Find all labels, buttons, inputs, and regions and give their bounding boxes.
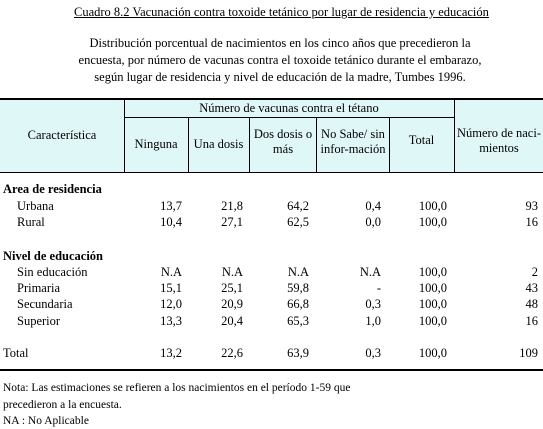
cell-no-sabe: - (376, 281, 381, 295)
cell-nacimientos: 109 (519, 346, 538, 360)
cell-dos-dosis: 59,8 (287, 281, 309, 295)
cell-no-sabe: 0,0 (365, 215, 381, 229)
table-bottom-rule (0, 369, 543, 371)
section-heading-residencia: Area de residencia (3, 182, 102, 196)
cell-dos-dosis: 62,5 (287, 215, 309, 229)
cell-no-sabe: 0,4 (365, 199, 381, 213)
header-col-ninguna: Ninguna (134, 137, 178, 151)
cell-una-dosis: 21,8 (221, 199, 243, 213)
cell-ninguna: 13,2 (160, 346, 182, 360)
header-group: Número de vacunas contra el tétano (199, 101, 379, 115)
cell-una-dosis: 27,1 (221, 215, 243, 229)
cell-no-sabe: 0,3 (365, 297, 381, 311)
row-label: Primaria (17, 281, 61, 295)
cell-total: 100,0 (418, 297, 447, 311)
cell-total: 100,0 (418, 314, 447, 328)
cell-una-dosis: 20,4 (221, 314, 243, 328)
group-rule (124, 117, 454, 118)
footnote: precedieron a la encuesta. (3, 399, 122, 411)
cell-total: 100,0 (418, 199, 447, 213)
header-col-una-dosis: Una dosis (193, 137, 244, 151)
subtitle-line: encuesta, por número de vacunas contra el toxoide tetánico durante el embarazo, (78, 53, 482, 67)
cell-dos-dosis: N.A (287, 265, 309, 279)
cell-ninguna: 13,7 (160, 199, 182, 213)
row-label: Total (3, 346, 29, 360)
header-bottom-rule (0, 172, 543, 173)
cell-no-sabe: N.A (359, 265, 381, 279)
cell-nacimientos: 2 (531, 265, 538, 279)
cell-ninguna: 10,4 (160, 215, 182, 229)
cell-ninguna: 13,3 (160, 314, 182, 328)
cell-total: 100,0 (418, 265, 447, 279)
cell-nacimientos: 43 (525, 281, 538, 295)
footnote: NA : No Aplicable (3, 415, 89, 427)
header-col-nacimientos: Número de naci-mientos (457, 126, 541, 155)
header-col-dos-dosis: Dos dosis o más (253, 127, 313, 156)
row-label: Secundaria (17, 297, 73, 311)
cell-dos-dosis: 65,3 (287, 314, 309, 328)
row-label: Superior (17, 314, 61, 328)
cell-ninguna: N.A (160, 265, 182, 279)
section-heading-educacion: Nivel de educación (3, 249, 103, 263)
table-title: Cuadro 8.2 Vacunación contra toxoide tetánico por lugar de residencia y educación (74, 5, 489, 19)
cell-total: 100,0 (418, 346, 447, 360)
cell-total: 100,0 (418, 281, 447, 295)
row-label: Urbana (17, 199, 54, 213)
header-col-total: Total (408, 133, 435, 147)
header-col-no-sabe: No Sabe/ sin infor-mación (320, 127, 386, 156)
cell-nacimientos: 16 (525, 314, 538, 328)
row-label: Rural (17, 215, 45, 229)
cell-ninguna: 12,0 (160, 297, 182, 311)
cell-total: 100,0 (418, 215, 447, 229)
footnote: Nota: Las estimaciones se refieren a los nacimientos en el período 1-59 que (3, 382, 351, 394)
cell-nacimientos: 48 (525, 297, 538, 311)
row-label: Sin educación (17, 265, 88, 279)
subtitle-line: según lugar de residencia y nivel de educación de la madre, Tumbes 1996. (94, 70, 466, 84)
cell-dos-dosis: 66,8 (287, 297, 309, 311)
cell-una-dosis: 20,9 (221, 297, 243, 311)
cell-ninguna: 15,1 (160, 281, 182, 295)
header-characteristic: Característica (27, 128, 97, 142)
cell-no-sabe: 1,0 (365, 314, 381, 328)
header-top-rule (0, 98, 543, 100)
subtitle-line: Distribución porcentual de nacimientos en los cinco años que precedieron la (89, 36, 471, 50)
cell-nacimientos: 93 (525, 199, 538, 213)
cell-no-sabe: 0,3 (365, 346, 381, 360)
cell-nacimientos: 16 (525, 215, 538, 229)
cell-dos-dosis: 63,9 (287, 346, 309, 360)
cell-una-dosis: 25,1 (221, 281, 243, 295)
cell-una-dosis: N.A (221, 265, 243, 279)
table-subtitle (60, 35, 500, 86)
cell-dos-dosis: 64,2 (287, 199, 309, 213)
cell-una-dosis: 22,6 (221, 346, 243, 360)
